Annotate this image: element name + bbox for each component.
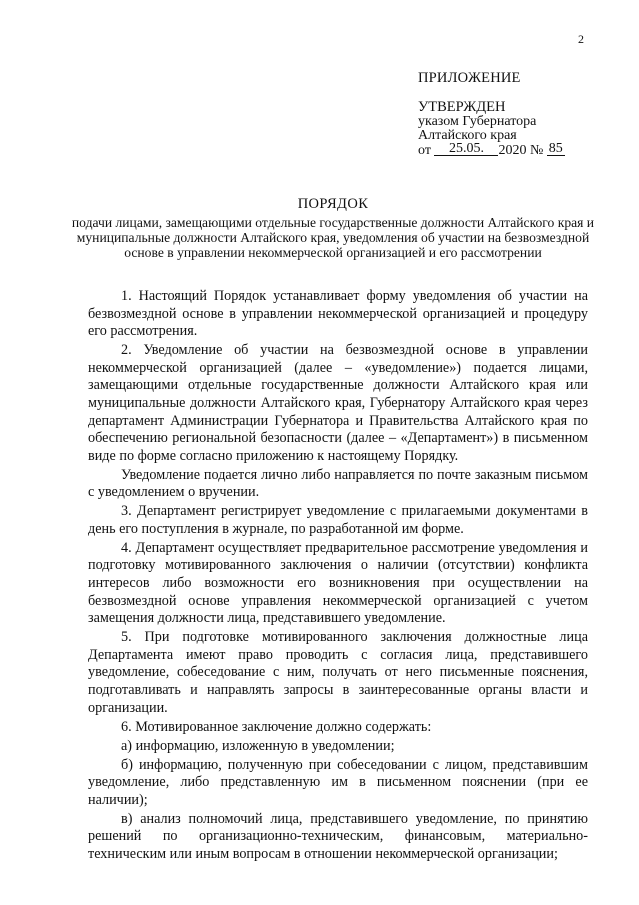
appendix-label: ПРИЛОЖЕНИЕ	[418, 70, 521, 86]
document-title-block	[60, 196, 606, 260]
date-prefix: от	[418, 143, 431, 158]
document-body	[88, 288, 588, 865]
approved-label: УТВЕРЖДЕН	[418, 99, 506, 115]
paragraph-6b: б) информацию, полученную при собеседовании с лицом, представившим уведомление, либо представленную им в письменном пояснении (при ее наличии);	[88, 756, 588, 808]
decree-date-line	[418, 143, 628, 158]
paragraph-2: 2. Уведомление об участии на безвозмездной основе в управлении некоммерческой организацией (далее – «уведомление») подается лицами, замещающими отдельные государственные должности Алтайского края или муниципальные должности Алтайского края, Губернатору Алтайского края через департамент Администрации Губернатора и Правительства Алтайского края по обеспечению региональной безопасности (далее – «Департамент») в письменном виде по форме согласно приложению к настоящему Порядку.	[88, 342, 588, 464]
paragraph-4: 4. Департамент осуществляет предварительное рассмотрение уведомления и подготовку мотивированного заключения о наличии (отсутствии) конфликта интересов либо возможности его возникновения при осуществлении на безвозмездной основе управления некоммерческой организацией с учетом замещения должности лица, представившего уведомление.	[88, 539, 588, 627]
region-line: Алтайского края	[418, 128, 517, 143]
document-title: ПОРЯДОК	[297, 196, 369, 212]
year-number-label: 2020 №	[498, 143, 544, 158]
paragraph-5: 5. При подготовке мотивированного заключения должностные лица Департамента имеют право проводить с согласия лица, представившего уведомление, собеседование с ним, получать от него письменные пояснения, подготавливать и направлять запросы в заинтересованные органы власти и организации.	[88, 629, 588, 716]
paragraph-6c: в) анализ полномочий лица, представившего уведомление, по принятию решений по организационно-техническим, финансовым, материально-техническим или иным вопросам в отношении некоммерческой организации;	[88, 810, 588, 862]
paragraph-6a: а) информацию, изложенную в уведомлении;	[121, 737, 395, 754]
decree-line: указом Губернатора	[418, 114, 537, 129]
approval-header	[418, 70, 628, 158]
paragraph-6: 6. Мотивированное заключение должно содержать:	[121, 718, 432, 735]
decree-date: 25.05.	[434, 143, 498, 156]
paragraph-3: 3. Департамент регистрирует уведомление с прилагаемыми документами в день его поступления в журнале, по разработанной им форме.	[88, 503, 588, 537]
decree-number: 85	[548, 141, 563, 156]
page-number: 2	[578, 32, 584, 46]
document-subtitle: подачи лицами, замещающими отдельные государственные должности Алтайского края и муниципальные должности Алтайского края, уведомления об участии на безвозмездной основе в управлении некоммерческой организацией и его рассмотрении	[71, 215, 595, 260]
paragraph-2-note: Уведомление подается лично либо направляется по почте заказным письмом с уведомлением о вручении.	[88, 466, 588, 501]
paragraph-1: 1. Настоящий Порядок устанавливает форму уведомления об участии на безвозмездной основе в управлении некоммерческой организацией и процедуру его рассмотрения.	[88, 288, 588, 340]
